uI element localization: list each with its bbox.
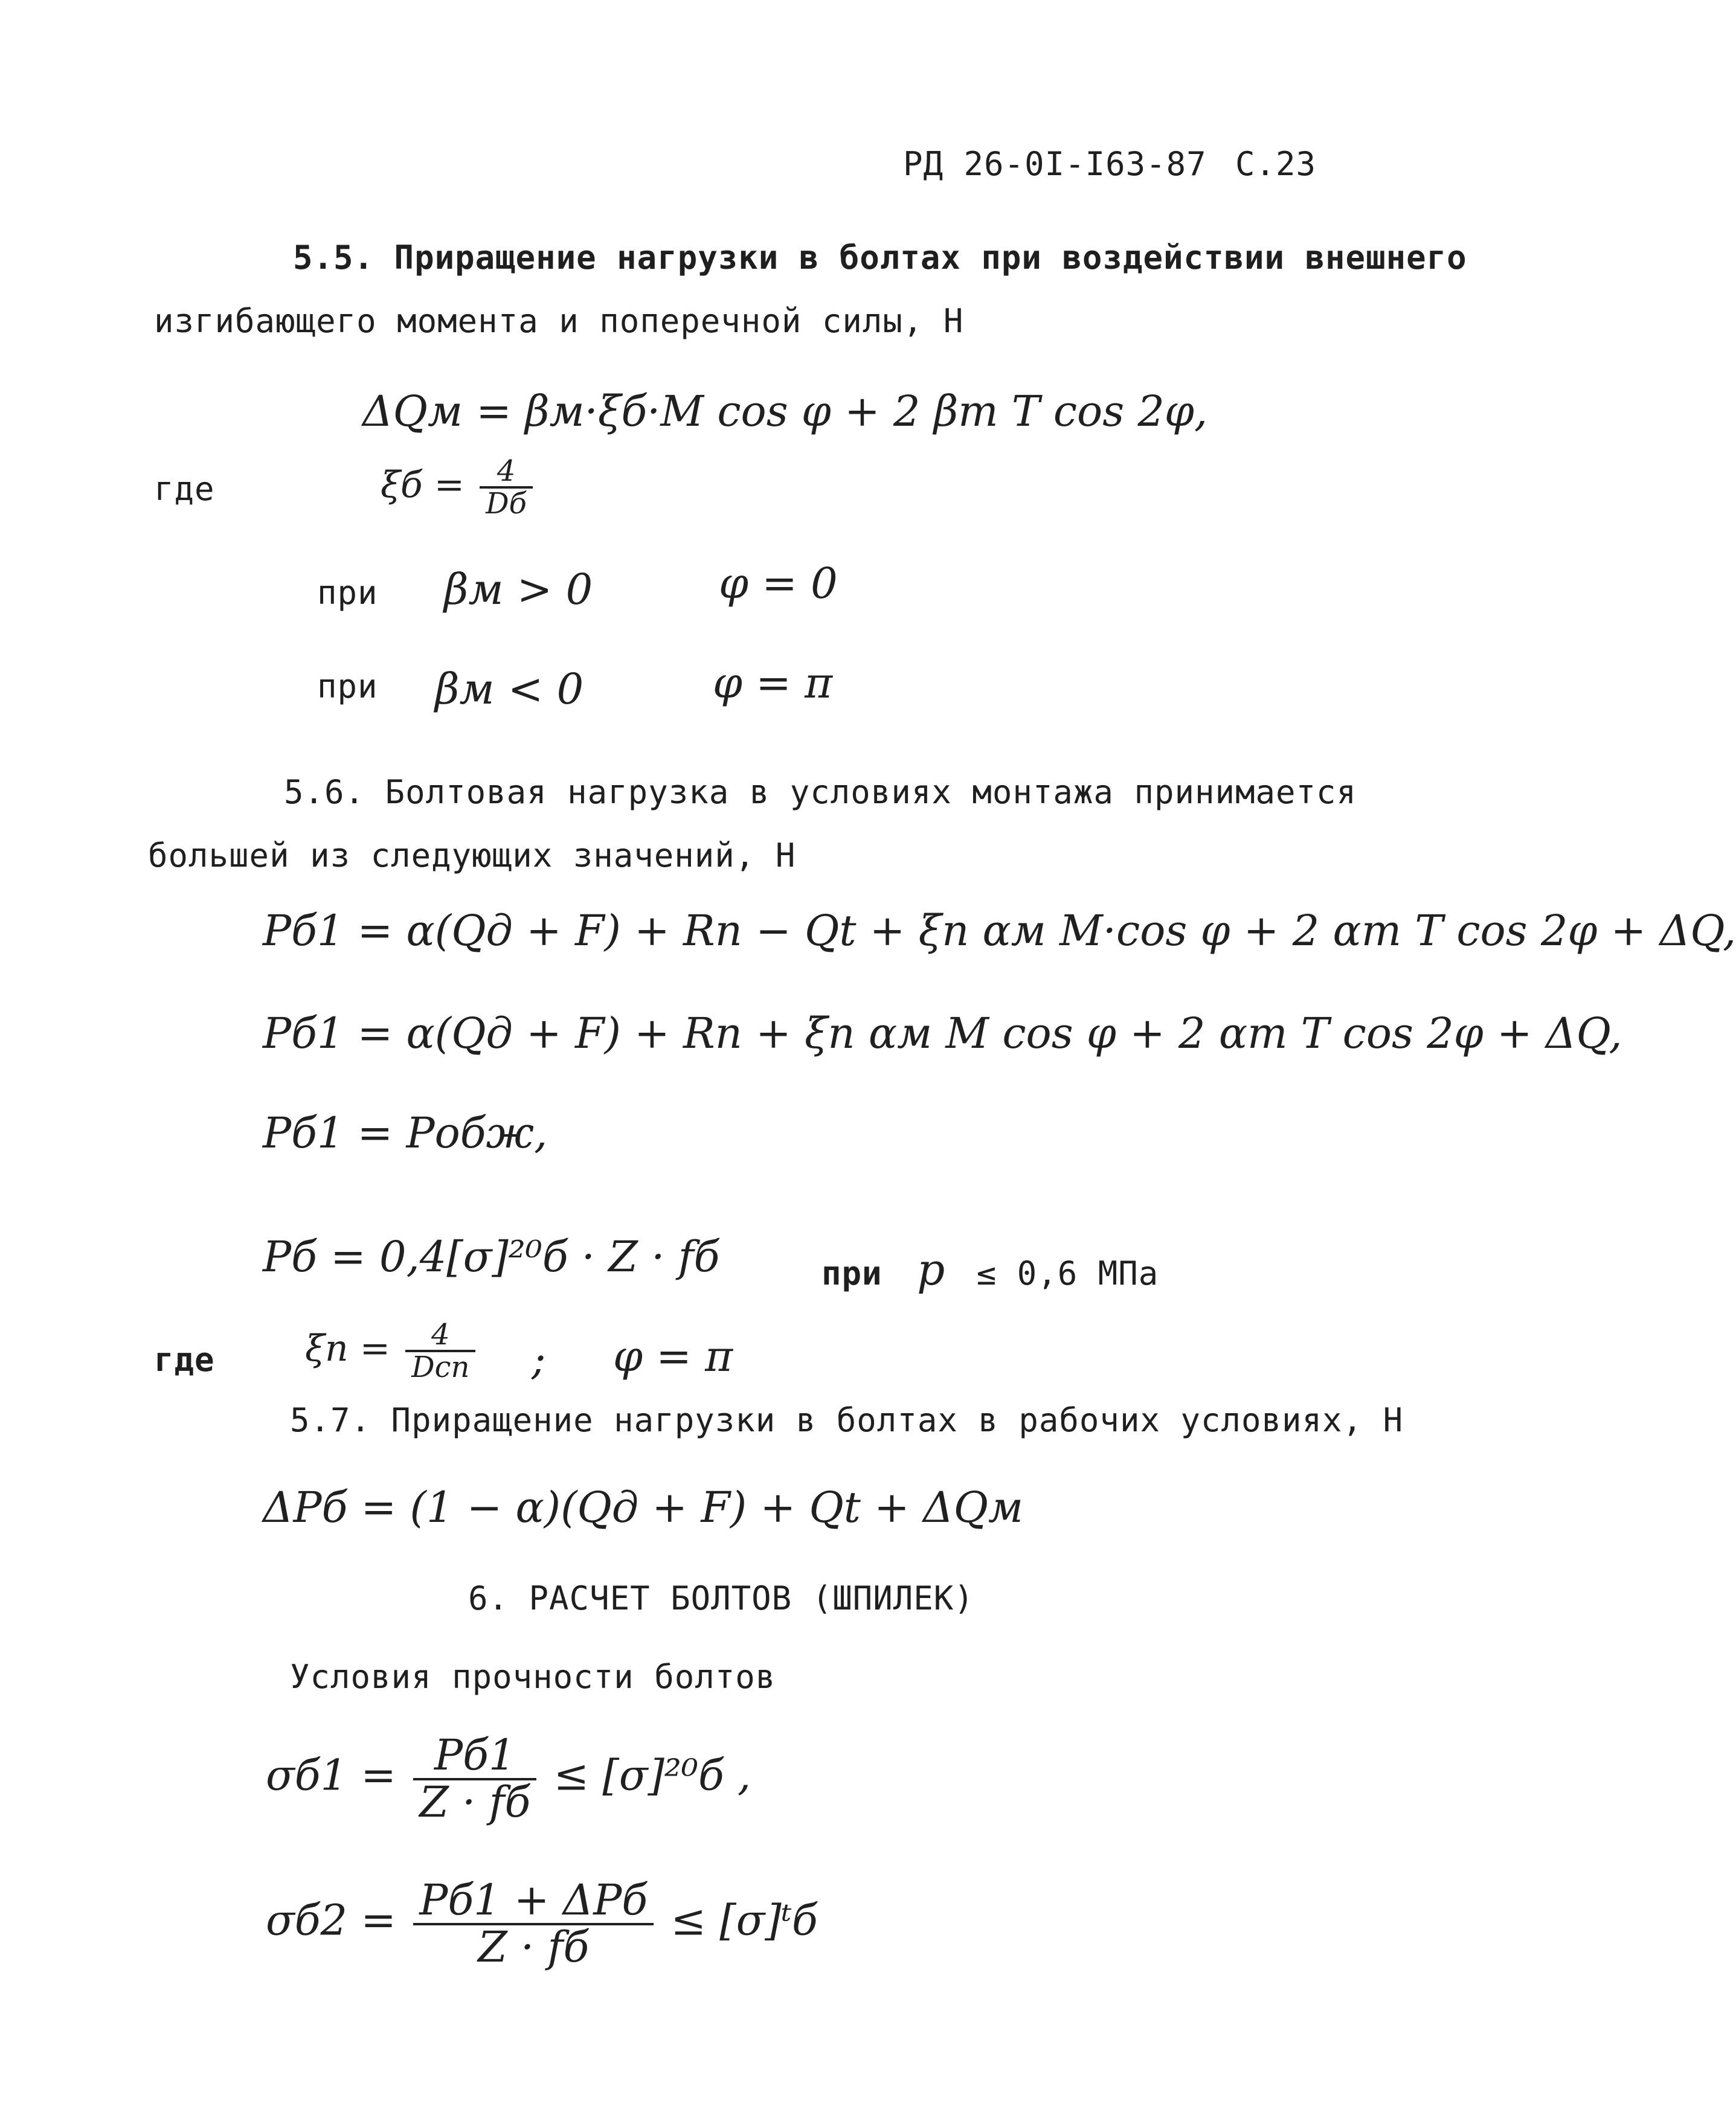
- document-code: РД 26-0I-I63-87: [903, 145, 1207, 183]
- section-6-subheading: Условия прочности болтов: [290, 1658, 776, 1696]
- condition-1-phi: φ = 0: [719, 559, 838, 608]
- formula-delta-qm: ΔQм = βм·ξб·M cos φ + 2 βт T cos 2φ,: [362, 387, 1208, 436]
- formula-pb-d-condition: при p ≤ 0,6 МПа: [821, 1244, 1159, 1295]
- condition-1-label: при: [317, 574, 378, 612]
- formula-xi-n: ξп = $\frac{4}{\text{Dсп}}$: [305, 1320, 479, 1383]
- condition-2-phi: φ = π: [713, 658, 833, 708]
- page-number: С.23: [1235, 145, 1317, 183]
- where-label-1: где: [154, 470, 215, 508]
- strength-condition-2: σб2 = $\frac{\text{Pб1 + ΔPб}}{Z \cdot fб}$ ≤ [σ]ᵗб: [266, 1875, 818, 1972]
- formula-delta-pb: ΔPб = (1 − α)(Qд + F) + Qt + ΔQм: [263, 1483, 1024, 1532]
- where-label-2: где: [154, 1341, 215, 1379]
- section-5-6-line2: большей из следующих значений, Н: [148, 836, 796, 874]
- formula-xi-b: ξб = $\frac{4}{Dб}$: [381, 456, 536, 519]
- formula-pb1-c: Pб1 = Pобж,: [263, 1108, 548, 1158]
- strength-condition-1: σб1 = $\frac{Pб1}{Z \cdot fб}$ ≤ [σ]²⁰б ,: [266, 1730, 751, 1827]
- section-6-heading: 6. РАСЧЕТ БОЛТОВ (ШПИЛЕК): [468, 1579, 974, 1617]
- separator-semicolon: ;: [532, 1335, 546, 1384]
- section-5-5-line2: изгибающего момента и поперечной силы, Н: [154, 302, 964, 340]
- condition-1-expr: βм > 0: [444, 565, 593, 614]
- section-5-6-line1: 5.6. Болтовая нагрузка в условиях монтажа принимается: [284, 773, 1357, 811]
- formula-pb1-a: Pб1 = α(Qд + F) + Rп − Qt + ξп αм M·cos φ + 2 αт T cos 2φ + ΔQ,: [263, 906, 1736, 955]
- condition-2-label: при: [317, 667, 378, 705]
- section-5-7-line1: 5.7. Приращение нагрузки в болтах в рабочих условиях, Н: [290, 1401, 1404, 1439]
- formula-pb1-b: Pб1 = α(Qд + F) + Rп + ξп αм M cos φ + 2 αт T cos 2φ + ΔQ,: [263, 1009, 1622, 1058]
- pressure-symbol: p: [917, 1244, 946, 1295]
- formula-pb-d: Pб = 0,4[σ]²⁰б · Z · fб: [263, 1232, 720, 1282]
- formula-phi-pi: φ = π: [613, 1332, 733, 1381]
- condition-2-expr: βм < 0: [435, 664, 584, 714]
- section-5-5-line1: 5.5. Приращение нагрузки в болтах при воздействии внешнего: [293, 239, 1467, 277]
